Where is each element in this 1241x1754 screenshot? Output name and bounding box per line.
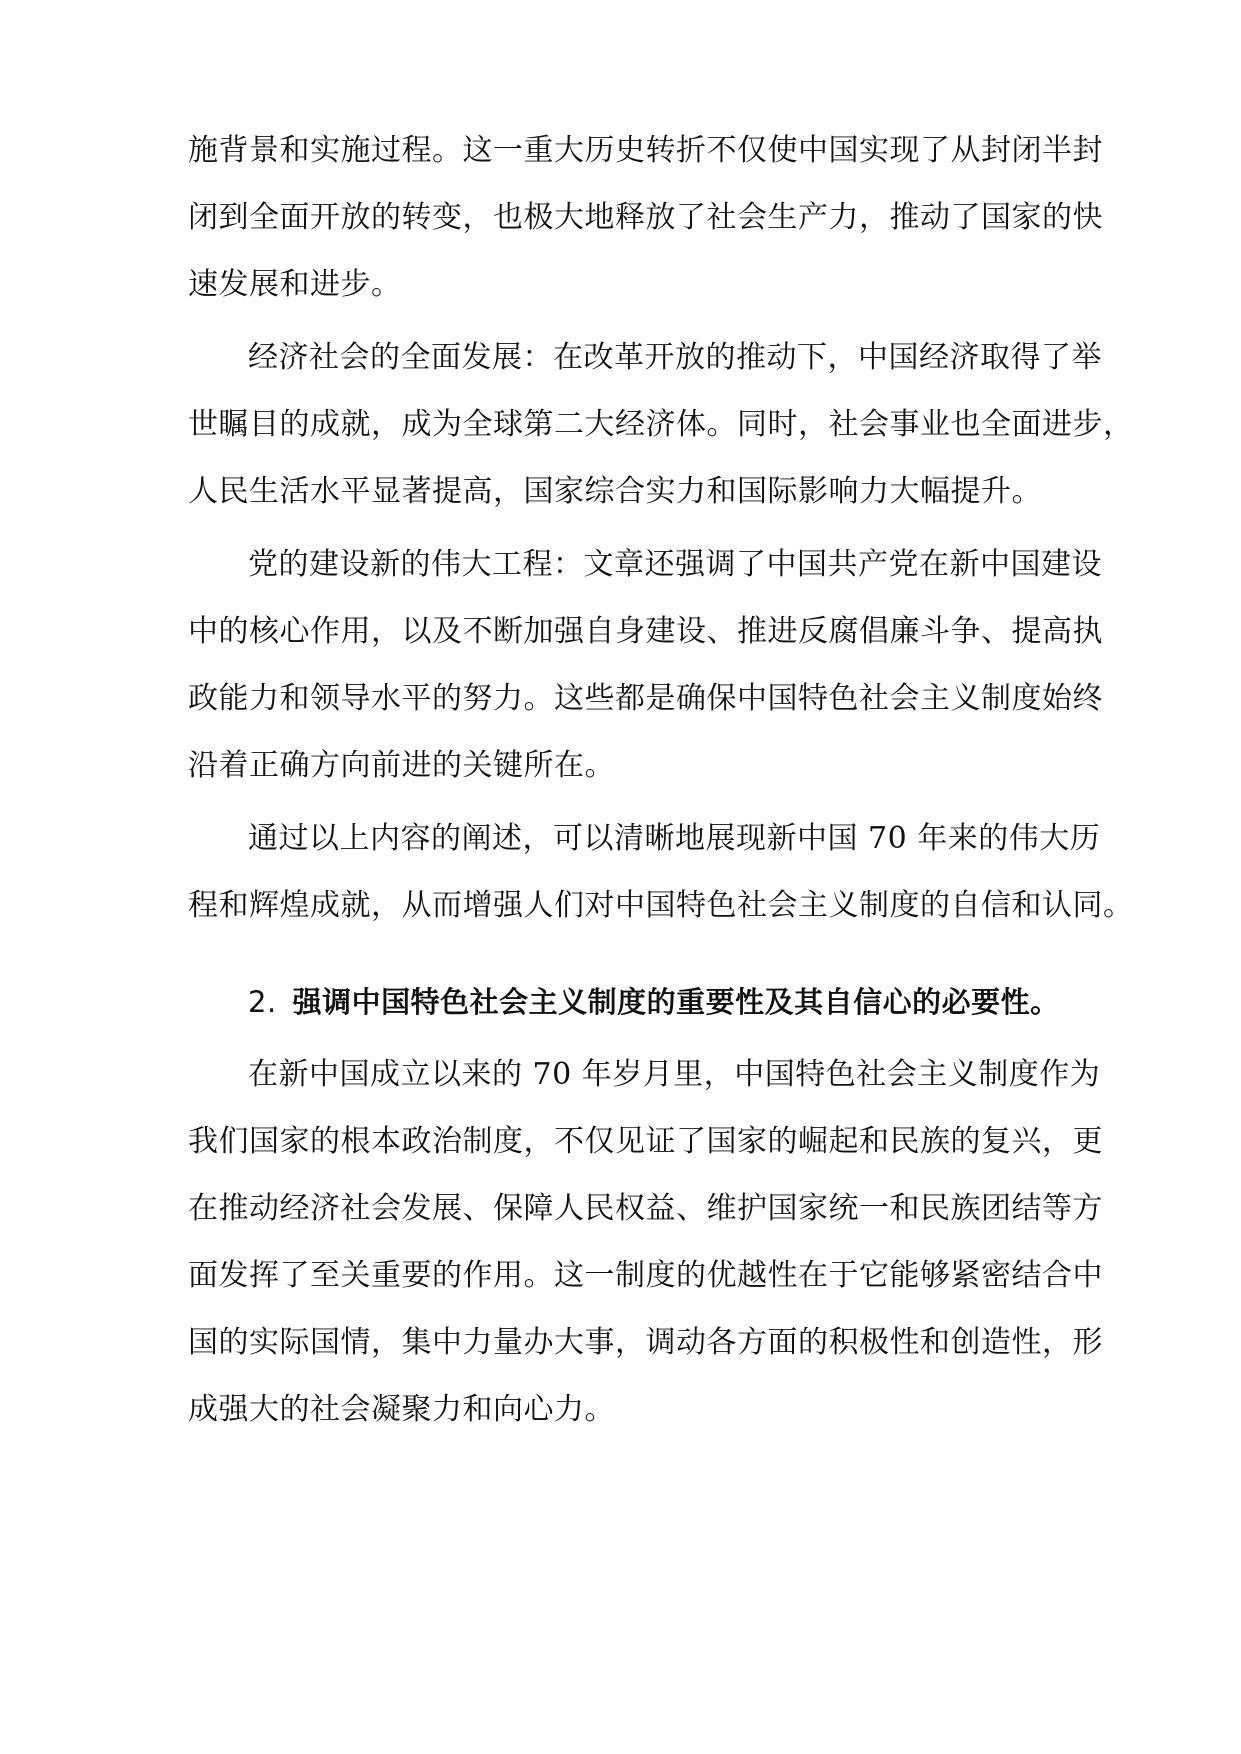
paragraph-2-line-1: 经济社会的全面发展：在改革开放的推动下，中国经济取得了举 xyxy=(248,340,1102,375)
paragraph-1-line-3: 速发展和进步。 xyxy=(188,267,402,302)
paragraph-2-line-3: 人民生活水平显著提高，国家综合实力和国际影响力大幅提升。 xyxy=(188,474,1042,509)
paragraph-5-line-6: 成强大的社会凝聚力和向心力。 xyxy=(188,1392,615,1427)
paragraph-3-line-1: 党的建设新的伟大工程：文章还强调了中国共产党在新中国建设 xyxy=(248,547,1102,582)
paragraph-5-line-4: 面发挥了至关重要的作用。这一制度的优越性在于它能够紧密结合中 xyxy=(188,1258,1103,1293)
paragraph-3-line-3: 政能力和领导水平的努力。这些都是确保中国特色社会主义制度始终 xyxy=(188,681,1103,716)
paragraph-4-line-1: 通过以上内容的阐述，可以清晰地展现新中国 70 年来的伟大历 xyxy=(248,821,1101,856)
paragraph-1-line-2: 闭到全面开放的转变，也极大地释放了社会生产力，推动了国家的快 xyxy=(188,200,1103,235)
section-title: 强调中国特色社会主义制度的重要性及其自信心的必要性。 xyxy=(292,985,1060,1019)
paragraph-5-line-3: 在推动经济社会发展、保障人民权益、维护国家统一和民族团结等方 xyxy=(188,1191,1103,1226)
section-number: 2. xyxy=(248,985,277,1019)
paragraph-5-line-1: 在新中国成立以来的 70 年岁月里，中国特色社会主义制度作为 xyxy=(248,1057,1101,1092)
paragraph-5-line-5: 国的实际国情，集中力量办大事，调动各方面的积极性和创造性，形 xyxy=(188,1325,1103,1360)
paragraph-5-line-2: 我们国家的根本政治制度，不仅见证了国家的崛起和民族的复兴，更 xyxy=(188,1124,1103,1159)
paragraph-1-line-1: 施背景和实施过程。这一重大历史转折不仅使中国实现了从封闭半封 xyxy=(188,133,1103,168)
paragraph-3-line-2: 中的核心作用，以及不断加强自身建设、推进反腐倡廉斗争、提高执 xyxy=(188,614,1103,649)
paragraph-4-line-2: 程和辉煌成就，从而增强人们对中国特色社会主义制度的自信和认同。 xyxy=(188,888,1134,923)
section-heading xyxy=(248,982,1060,1022)
paragraph-3-line-4: 沿着正确方向前进的关键所在。 xyxy=(188,748,615,783)
paragraph-2-line-2: 世瞩目的成就，成为全球第二大经济体。同时，社会事业也全面进步， xyxy=(188,407,1134,442)
